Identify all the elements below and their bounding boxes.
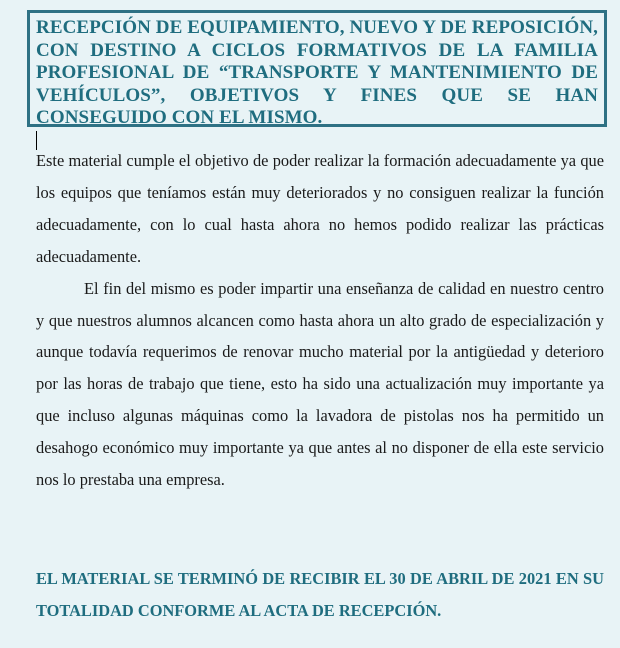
document-heading: RECEPCIÓN DE EQUIPAMIENTO, NUEVO Y DE REPOSICIÓN, CON DESTINO A CICLOS FORMATIVOS DE LA FAMILIA PROFESIONAL DE “TRANSPORTE Y MANTENIMIENTO DE VEHÍCULOS”, OBJETIVOS Y FINES QUE SE HAN CONSEGUIDO CON EL MISMO. (36, 17, 598, 128)
paragraph-objective[interactable]: Este material cumple el objetivo de poder realizar la formación adecuadamente ya que los equipos que teníamos están muy deteriorados y no consiguen realizar la función adecuadamente, con lo cual hasta ahora no hemos podido realizar las prácticas adecuadamente. (36, 151, 604, 266)
heading-box (27, 10, 607, 127)
closing-statement[interactable]: EL MATERIAL SE TERMINÓ DE RECIBIR EL 30 DE ABRIL DE 2021 EN SU TOTALIDAD CONFORME AL ACTA DE RECEPCIÓN. (36, 569, 604, 620)
body-text[interactable] (36, 145, 604, 496)
paragraph-purpose[interactable]: El fin del mismo es poder impartir una enseñanza de calidad en nuestro centro y que nuestros alumnos alcancen como hasta ahora un alto grado de especialización y aunque todavía requerimos de renovar mucho material por la antigüedad y deterioro por las horas de trabajo que tiene, esto ha sido una actualización muy importante ya que incluso algunas máquinas como la lavadora de pistolas nos ha permitido un desahogo económico muy importante ya que antes al no disponer de ella este servicio nos lo prestaba una empresa. (36, 278, 604, 490)
